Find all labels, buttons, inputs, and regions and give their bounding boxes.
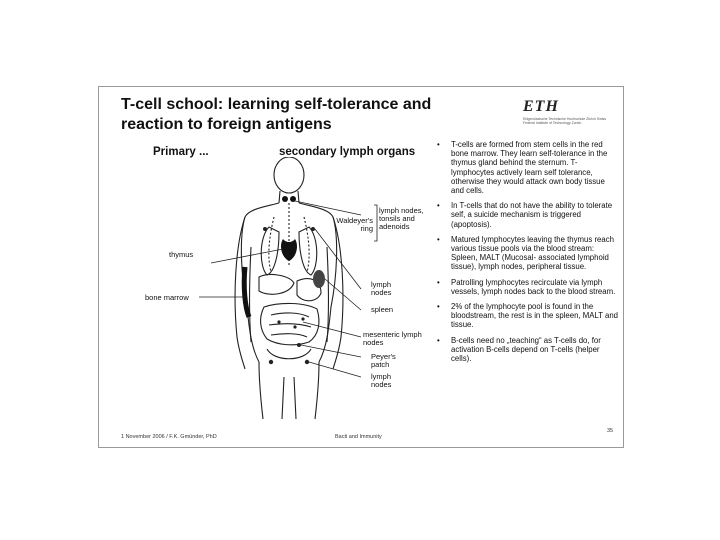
bullet-dot: • xyxy=(437,201,440,211)
label-spleen: spleen xyxy=(371,305,394,314)
slide-title: T-cell school: learning self-tolerance and reaction to foreign antigens xyxy=(121,96,432,133)
bullet-list xyxy=(435,140,619,369)
bullet-item: • Matured lymphocytes leaving the thymus reach various tissue pools via the blood stream: Spleen, MALT (Mucosal- associated lymphoid tissue), lymph nodes, peripheral tissue. xyxy=(437,234,614,272)
label-mesenteric-lymph-nodes: mesenteric lymph nodes xyxy=(363,330,422,347)
logo-subtitle: Eidgenössische Technische Hochschule Zürich Swiss Federal Institute of Technology Zurich xyxy=(523,117,607,125)
page-number: 35 xyxy=(607,428,614,434)
bullet-item: • B-cells need no „teaching“ as T-cells do, for activation B-cells depend on T-cells (helper cells). xyxy=(437,335,601,364)
label-peyers-patch: Peyer's patch xyxy=(371,352,396,369)
footer-center: Bacti and Immunity xyxy=(335,434,382,440)
bullet-item: • Patrolling lymphocytes recirculate via lymph vessels, lymph nodes back to the blood stream. xyxy=(437,277,616,296)
bullet-dot: • xyxy=(437,277,440,287)
bullet-dot: • xyxy=(437,335,440,345)
bullet-dot: • xyxy=(437,234,440,244)
bullet-item: • In T-cells that do not have the ability to tolerate self, a suicide mechanism is triggered (apoptosis). xyxy=(437,201,613,229)
label-lymph-nodes-lower: lymph nodes xyxy=(371,372,392,389)
footer-left: 1 November 2006 / F.K. Gmünder, PhD xyxy=(121,434,217,440)
label-lymph-nodes-upper: lymph nodes xyxy=(371,280,392,297)
bullet-dot: • xyxy=(437,140,440,149)
label-lymph-nodes-tonsils: lymph nodes, tonsils and adenoids xyxy=(379,206,424,231)
eth-logo xyxy=(523,98,613,125)
lymphatic-system-figure xyxy=(99,157,445,422)
secondary-header: secondary lymph organs xyxy=(279,146,416,158)
primary-header: Primary ... xyxy=(153,146,209,158)
bullet-item: • 2% of the lymphocyte pool is found in the bloodstream, the rest is in the spleen, MALT and tissue. xyxy=(437,302,619,330)
label-bone-marrow: bone marrow xyxy=(145,293,189,302)
slide xyxy=(98,86,624,448)
label-thymus: thymus xyxy=(169,250,194,259)
bullet-item: • T-cells are formed from stem cells in the red bone marrow. They learn self-tolerance in the thymus gland behind the sternum. T-lymphocytes actively learn self tolerance, otherwise they would attack own body tissue and cells. xyxy=(437,140,608,196)
bullet-dot: • xyxy=(437,302,440,312)
label-waldeyers-ring: Waldeyer's ring xyxy=(336,216,373,233)
logo-text: ETH xyxy=(523,98,559,115)
